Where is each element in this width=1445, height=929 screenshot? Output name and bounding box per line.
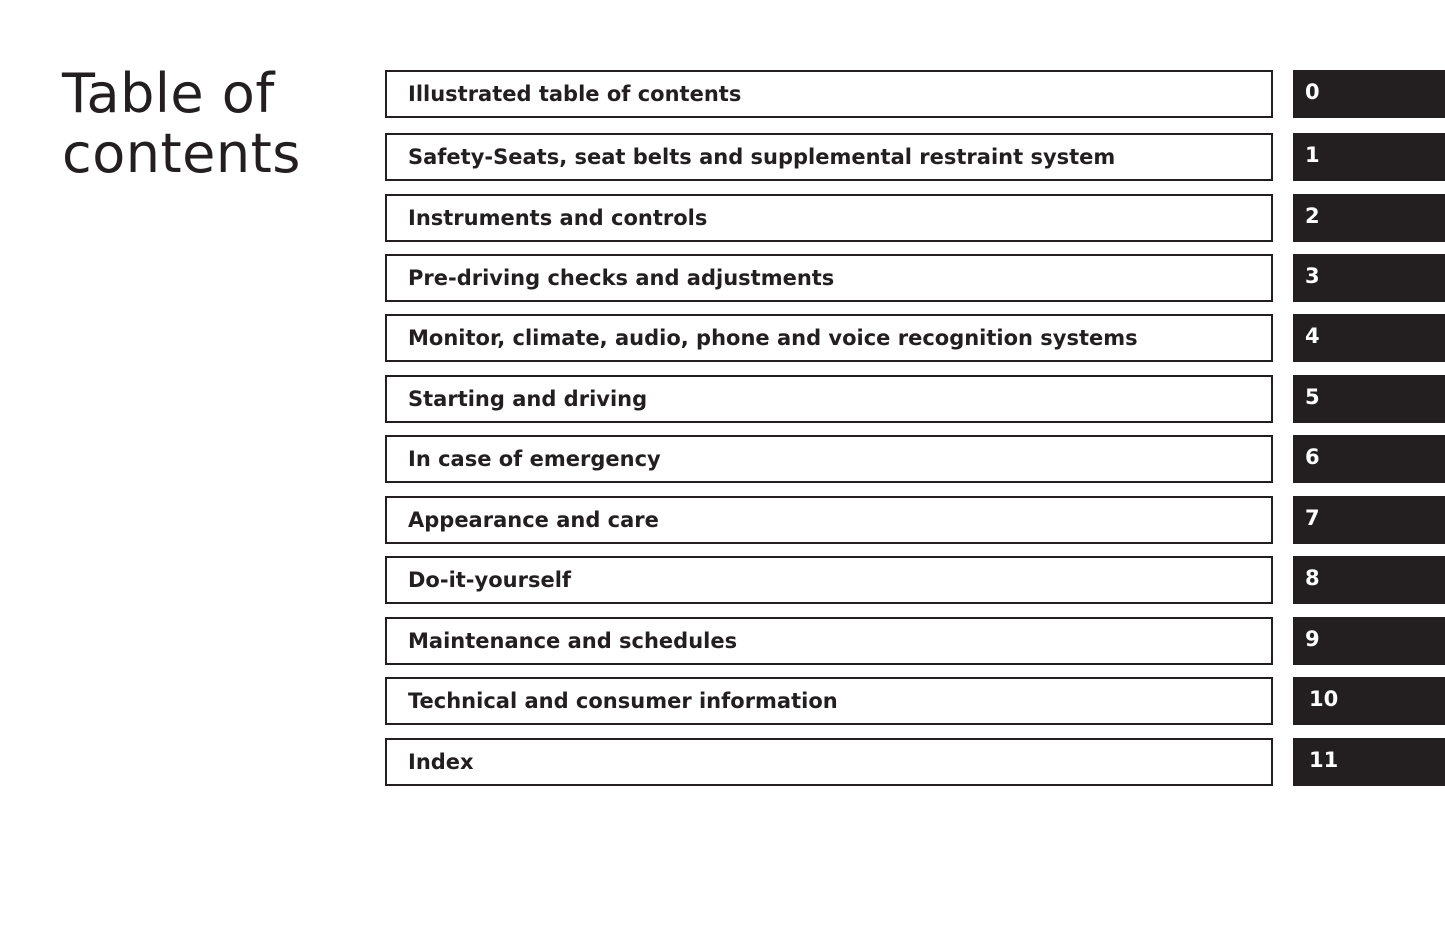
chapter-tab-7[interactable] [1293, 496, 1445, 544]
toc-entry-label: Maintenance and schedules [408, 629, 738, 653]
toc-entry-box[interactable] [385, 617, 1273, 665]
chapter-tab-2[interactable] [1293, 194, 1445, 242]
toc-entry-label: Starting and driving [408, 387, 648, 411]
page-title-line-1: Table of [62, 62, 275, 125]
chapter-number: 7 [1305, 506, 1320, 530]
chapter-tab-4[interactable] [1293, 314, 1445, 362]
toc-entry-box[interactable] [385, 194, 1273, 242]
chapter-tab-5[interactable] [1293, 375, 1445, 423]
toc-entry-do-it-yourself[interactable] [385, 556, 1445, 604]
toc-entry-box[interactable] [385, 70, 1273, 118]
chapter-tab-3[interactable] [1293, 254, 1445, 302]
toc-entry-emergency[interactable] [385, 435, 1445, 483]
chapter-number: 4 [1305, 324, 1320, 348]
chapter-tab-6[interactable] [1293, 435, 1445, 483]
toc-entry-starting-driving[interactable] [385, 375, 1445, 423]
toc-entry-instruments[interactable] [385, 194, 1445, 242]
toc-entry-label: Index [408, 750, 474, 774]
chapter-number: 2 [1305, 204, 1320, 228]
toc-entry-box[interactable] [385, 677, 1273, 725]
toc-entry-box[interactable] [385, 435, 1273, 483]
toc-entry-label: Illustrated table of contents [408, 82, 742, 106]
toc-entry-box[interactable] [385, 254, 1273, 302]
toc-entry-label: Monitor, climate, audio, phone and voice recognition systems [408, 326, 1138, 350]
toc-entry-box[interactable] [385, 556, 1273, 604]
chapter-tab-11[interactable] [1293, 738, 1445, 786]
toc-entry-box[interactable] [385, 375, 1273, 423]
toc-entry-index[interactable] [385, 738, 1445, 786]
chapter-tab-1[interactable] [1293, 133, 1445, 181]
toc-entry-label: Safety-Seats, seat belts and supplemental restraint system [408, 145, 1116, 169]
chapter-tab-0[interactable] [1293, 70, 1445, 118]
toc-entry-box[interactable] [385, 133, 1273, 181]
chapter-number: 3 [1305, 264, 1320, 288]
toc-entry-label: Technical and consumer information [408, 689, 838, 713]
chapter-number: 11 [1309, 748, 1339, 772]
toc-entry-label: Pre-driving checks and adjustments [408, 266, 835, 290]
page-title-line-2: contents [62, 122, 301, 185]
chapter-tab-8[interactable] [1293, 556, 1445, 604]
toc-entry-label: Appearance and care [408, 508, 659, 532]
toc-entry-monitor-audio[interactable] [385, 314, 1445, 362]
toc-entry-appearance-care[interactable] [385, 496, 1445, 544]
chapter-number: 10 [1309, 687, 1339, 711]
chapter-tab-9[interactable] [1293, 617, 1445, 665]
toc-entry-safety[interactable] [385, 133, 1445, 181]
chapter-number: 8 [1305, 566, 1320, 590]
toc-entry-label: Do-it-yourself [408, 568, 572, 592]
chapter-number: 9 [1305, 627, 1320, 651]
toc-entry-box[interactable] [385, 314, 1273, 362]
toc-entry-box[interactable] [385, 496, 1273, 544]
toc-entry-technical-info[interactable] [385, 677, 1445, 725]
chapter-number: 0 [1305, 80, 1320, 104]
chapter-number: 1 [1305, 143, 1320, 167]
chapter-number: 5 [1305, 385, 1320, 409]
toc-entry-maintenance[interactable] [385, 617, 1445, 665]
toc-entry-box[interactable] [385, 738, 1273, 786]
chapter-number: 6 [1305, 445, 1320, 469]
toc-entry-pre-driving[interactable] [385, 254, 1445, 302]
toc-entry-illustrated-contents[interactable] [385, 70, 1445, 118]
chapter-tab-10[interactable] [1293, 677, 1445, 725]
toc-entry-label: Instruments and controls [408, 206, 708, 230]
toc-entry-label: In case of emergency [408, 447, 661, 471]
